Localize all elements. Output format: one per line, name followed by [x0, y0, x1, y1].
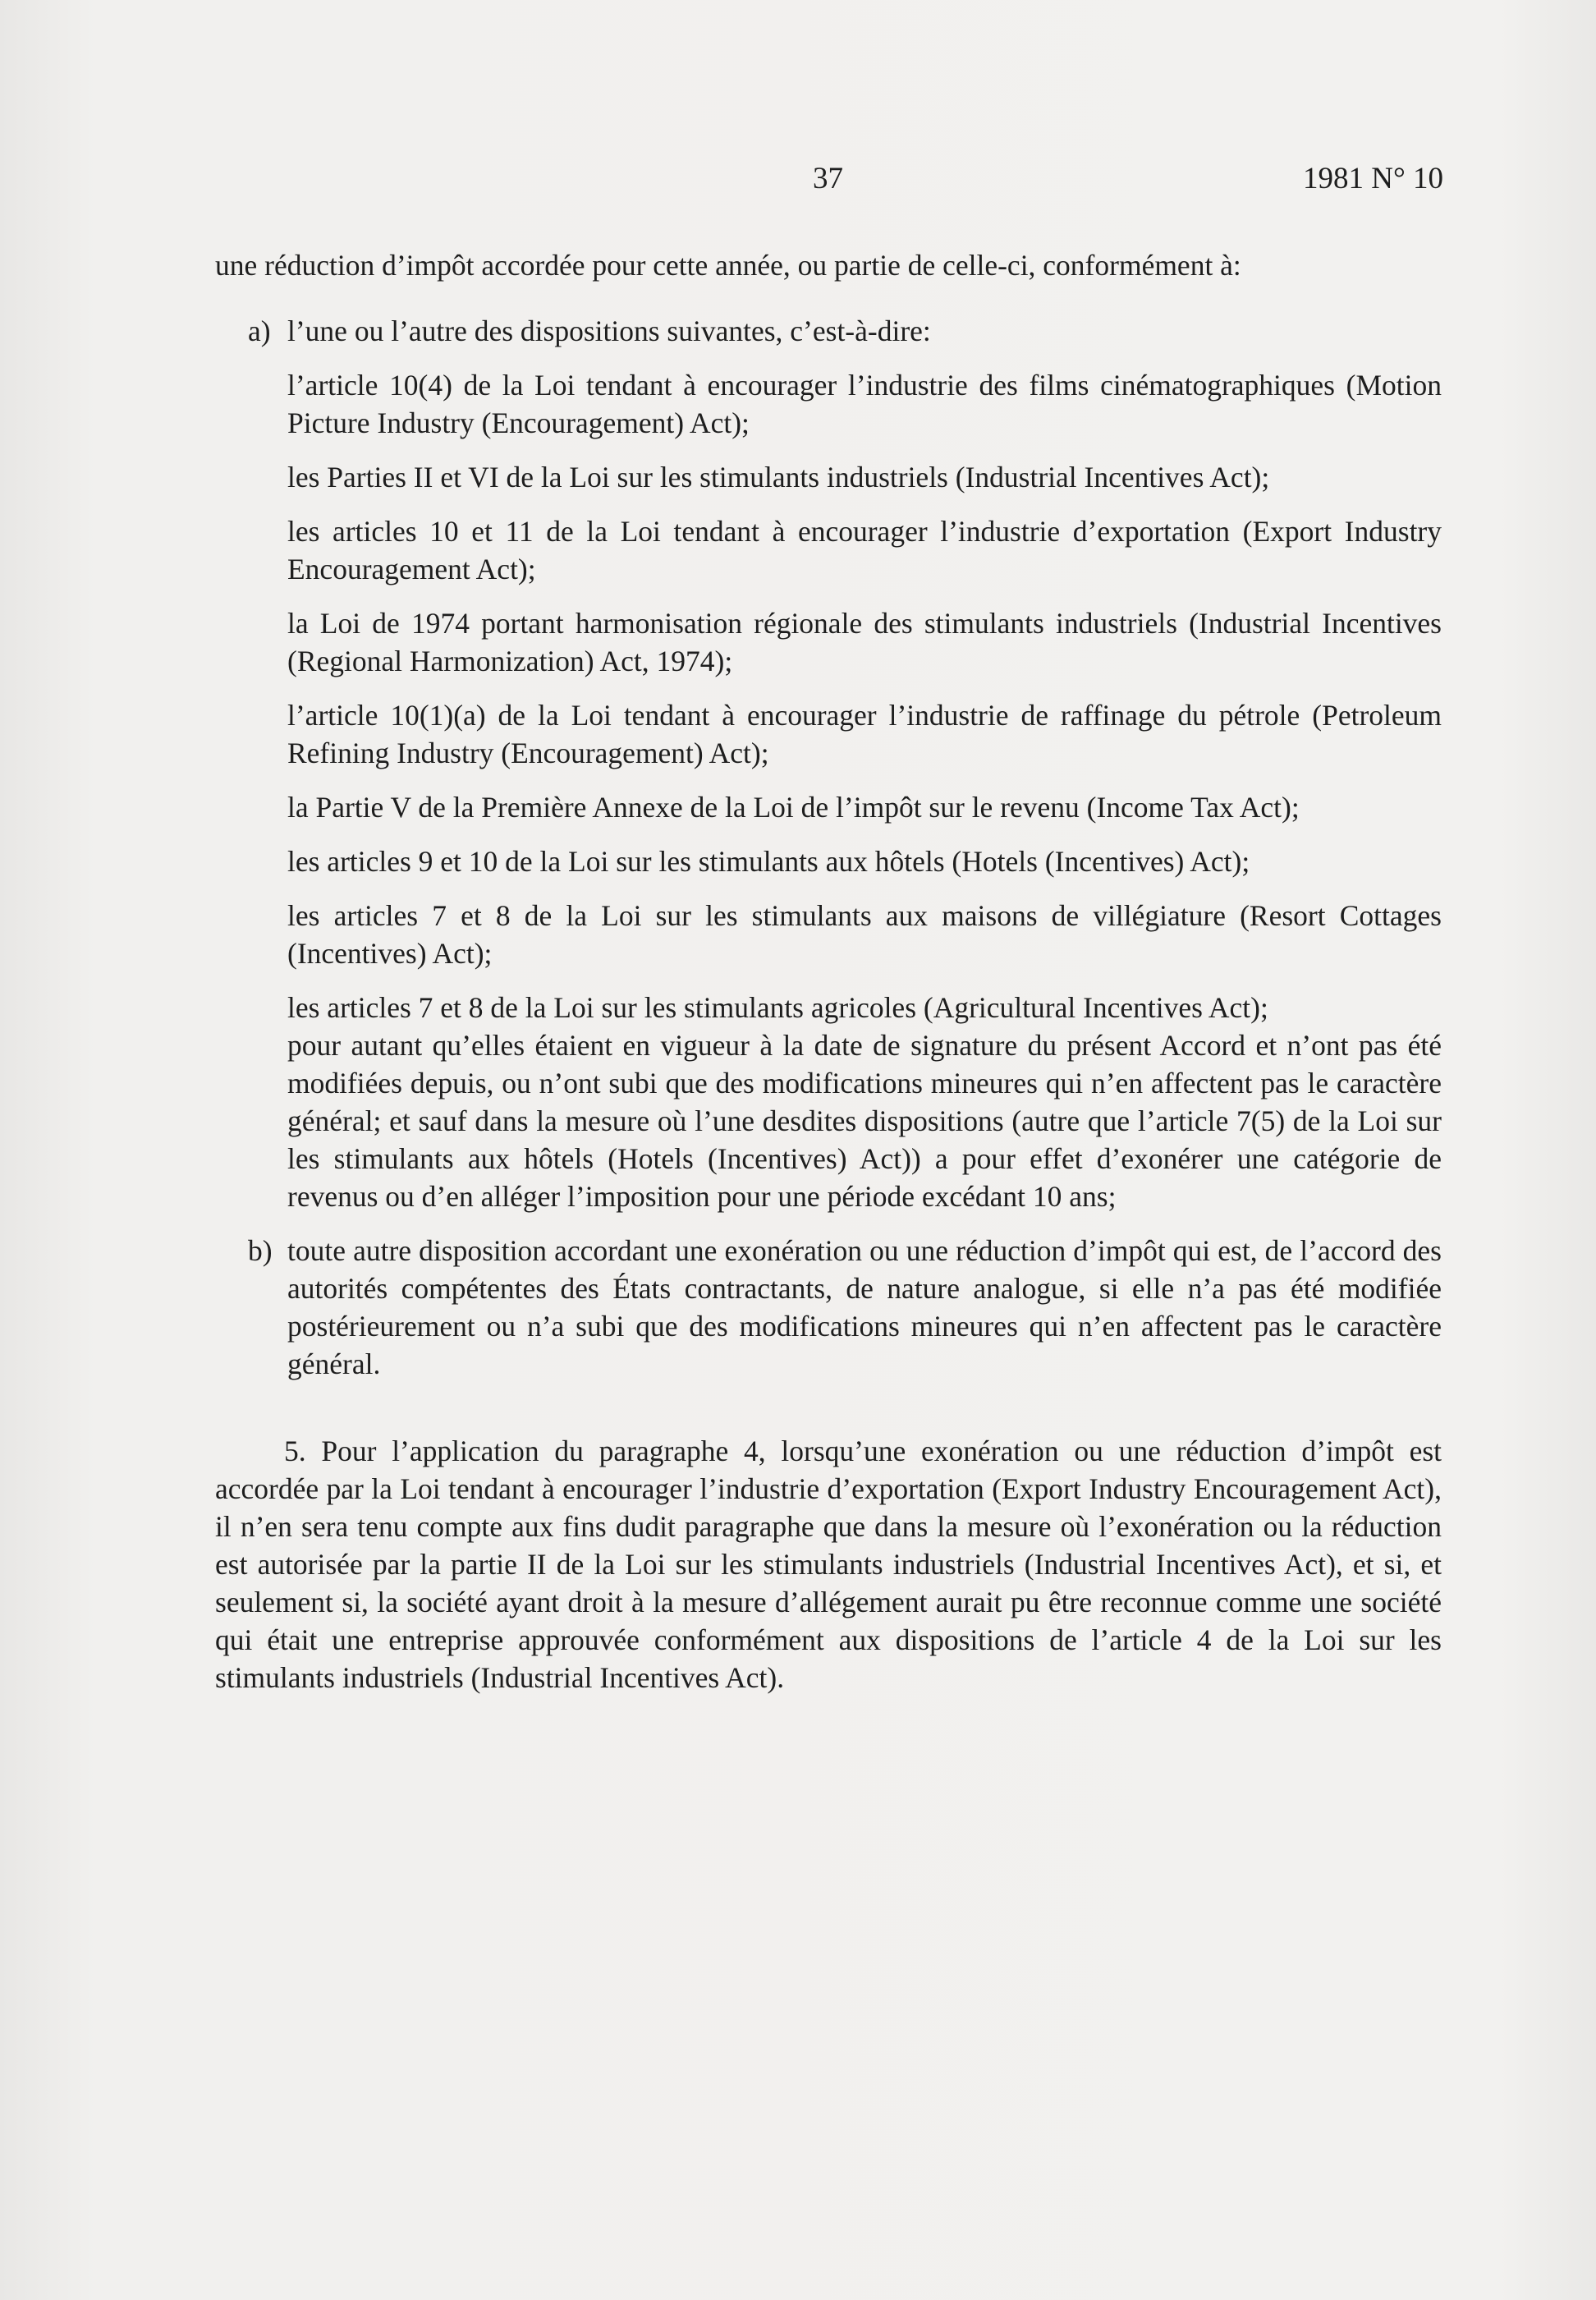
page-number: 37 [813, 162, 843, 195]
provision-item: les articles 10 et 11 de la Loi tendant à encourager l’industrie d’exportation (Export Industry Encouragement Act); [287, 515, 1442, 585]
provision-item: les Parties II et VI de la Loi sur les stimulants industriels (Industrial Incentives Act); [287, 461, 1270, 494]
provision-item: l’article 10(1)(a) de la Loi tendant à encourager l’industrie de raffinage du pétrole (Petroleum Refining Industry (Encouragement) Act); [287, 699, 1442, 769]
provision-list [287, 366, 1442, 1026]
item-a-closing: pour autant qu’elles étaient en vigueur à la date de signature du présent Accord et n’ont pas été modifiées depuis, ou n’ont subi que des modifications mineures qui n’en affectent pas le caractère général; et sauf dans la mesure où l’une desdites dispositions (autre que l’article 7(5) de la Loi sur les stimulants aux hôtels (Hotels (Incentives) Act)) a pour effet d’exonérer une catégorie de revenus ou d’en alléger l’imposition pour une période excédant 10 ans; [287, 1029, 1442, 1213]
intro-paragraph: une réduction d’impôt accordée pour cette année, ou partie de celle-ci, conformément à: [215, 249, 1241, 282]
page-header [0, 161, 1596, 202]
provision-item: les articles 9 et 10 de la Loi sur les stimulants aux hôtels (Hotels (Incentives) Act); [287, 845, 1250, 878]
provision-item: la Loi de 1974 portant harmonisation régionale des stimulants industriels (Industrial Incentives (Regional Harmonization) Act, 1974); [287, 607, 1442, 677]
item-b-text: toute autre disposition accordant une exonération ou une réduction d’impôt qui est, de l’accord des autorités compétentes des États contractants, de nature analogue, si elle n’a pas été modifiée postérieurement ou n’a subi que des modifications mineures qui n’en affectent pas le caractère général. [287, 1234, 1442, 1380]
provision-item: les articles 7 et 8 de la Loi sur les stimulants aux maisons de villégiature (Resort Cottages (Incentives) Act); [287, 899, 1442, 970]
provision-item: la Partie V de la Première Annexe de la Loi de l’impôt sur le revenu (Income Tax Act); [287, 791, 1300, 824]
paragraph-5: 5. Pour l’application du paragraphe 4, lorsqu’une exonération ou une réduction d’impôt est accordée par la Loi tendant à encourager l’industrie d’exportation (Export Industry Encouragement Act), il n’en sera tenu compte aux fins dudit paragraphe que dans la mesure où l’exonération ou la réduction est autorisée par la partie II de la Loi sur les stimulants industriels (Industrial Incentives Act), et si, et seulement si, la société ayant droit à la mesure d’allégement aurait pu être reconnue comme une société qui était une entreprise approuvée conformément aux dispositions de l’article 4 de la Loi sur les stimulants industriels (Industrial Incentives Act). [215, 1435, 1442, 1694]
item-a-body [287, 312, 1442, 1215]
item-b-label: b) [248, 1234, 273, 1267]
item-a [215, 312, 1442, 1215]
provision-item: l’article 10(4) de la Loi tendant à encourager l’industrie des films cinématographiques (Motion Picture Industry (Encouragement) Act); [287, 369, 1442, 439]
item-b-body [287, 1232, 1442, 1383]
document-reference: 1981 N° 10 [1302, 162, 1443, 195]
body-text [215, 246, 1442, 1696]
item-a-lead: l’une ou l’autre des dispositions suivantes, c’est-à-dire: [287, 314, 931, 347]
item-b [215, 1232, 1442, 1383]
item-a-label: a) [248, 314, 271, 347]
provision-item: les articles 7 et 8 de la Loi sur les stimulants agricoles (Agricultural Incentives Act); [287, 991, 1268, 1024]
